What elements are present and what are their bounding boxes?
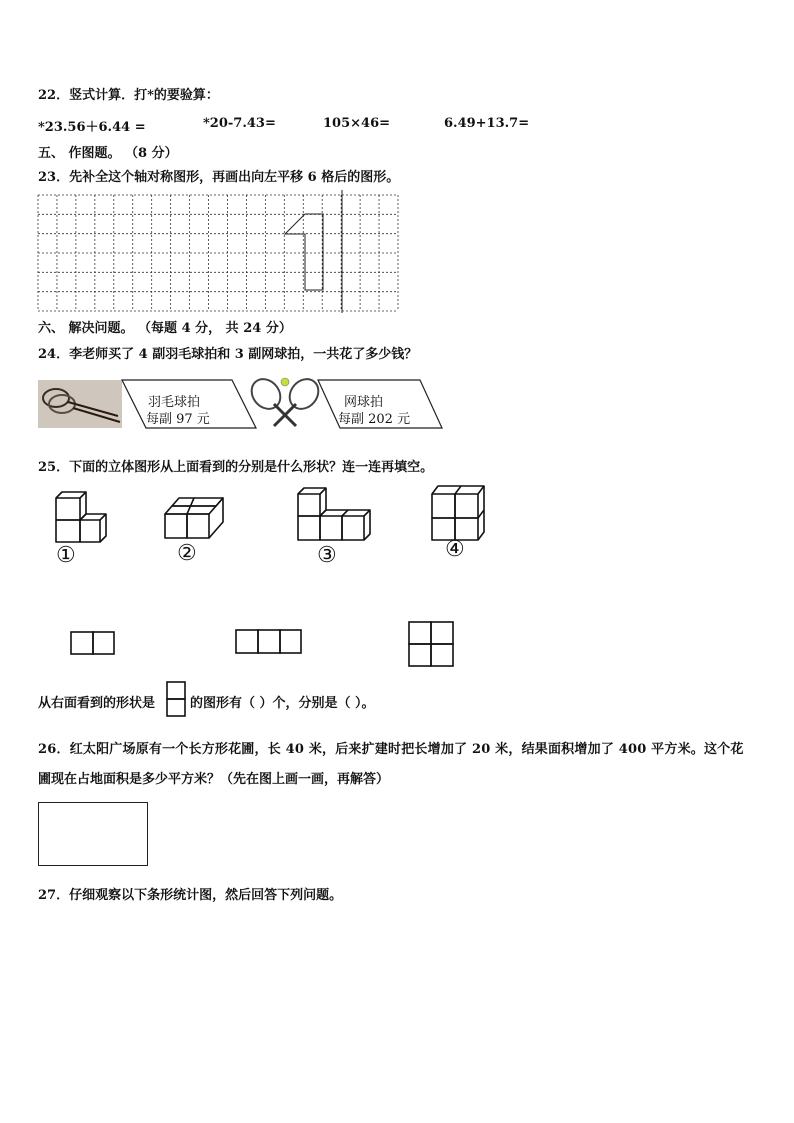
- solid-label-4: ④: [445, 537, 465, 562]
- q22-title: 22．竖式计算．打*的要验算：: [38, 88, 219, 103]
- q27-title: 27．仔细观察以下条形统计图，然后回答下列问题。: [38, 888, 343, 903]
- solid-1: [56, 492, 106, 542]
- calc-item-2: *20-7.43=: [203, 116, 276, 131]
- q25-question-prefix: 从右面看到的形状是: [38, 696, 156, 711]
- q25-title: 25．下面的立体图形从上面看到的分别是什么形状？连一连再填空。: [38, 460, 434, 475]
- calc-item-3: 105×46=: [323, 116, 391, 131]
- top-view-2x2: [409, 622, 453, 666]
- q25-question-suffix: 的图形有（ ）个，分别是（ ）。: [190, 696, 375, 711]
- q26-line-2: 圃现在占地面积是多少平方米？（先在图上画一画，再解答）: [38, 772, 390, 787]
- tennis-price: 每副 202 元: [338, 412, 411, 427]
- q24-title: 24．李老师买了 4 副羽毛球拍和 3 副网球拍，一共花了多少钱？: [38, 347, 418, 362]
- section-5-heading: 五、 作图题。 （8 分）: [38, 146, 178, 161]
- solid-label-2: ②: [177, 541, 197, 566]
- top-view-1x3: [236, 630, 301, 653]
- solid-3: [298, 488, 370, 540]
- top-view-1x2: [71, 632, 114, 654]
- badminton-name: 羽毛球拍: [148, 395, 201, 410]
- section-6-heading: 六、 解决问题。 （每题 4 分， 共 24 分）: [38, 321, 292, 336]
- q23-title: 23．先补全这个轴对称图形，再画出向左平移 6 格后的图形。: [38, 170, 400, 185]
- calc-item-4: 6.49+13.7=: [444, 116, 530, 131]
- solid-label-1: ①: [56, 543, 76, 568]
- right-view-shape-inline: [167, 682, 185, 716]
- calc-item-1: *23.56＋6.44 =: [38, 120, 146, 135]
- solid-2: [165, 498, 223, 538]
- solid-4: [432, 486, 484, 540]
- q26-line-1: 26．红太阳广场原有一个长方形花圃，长 40 米，后来扩建时把长增加了 20 米，结果面积增加了 400 平方米。这个花: [38, 742, 744, 757]
- solid-label-3: ③: [317, 543, 337, 568]
- badminton-price: 每副 97 元: [146, 412, 210, 427]
- garden-rectangle: [38, 802, 148, 866]
- tennis-name: 网球拍: [344, 395, 384, 410]
